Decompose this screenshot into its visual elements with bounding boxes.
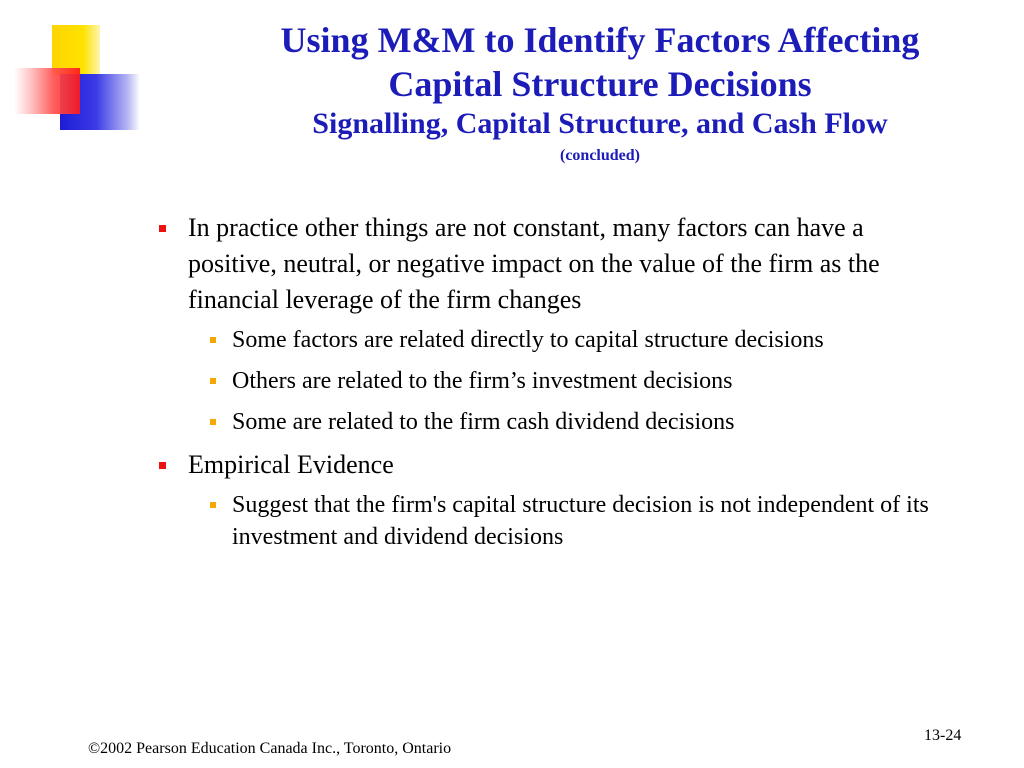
sub-bullet-text: Others are related to the firm’s investment decisions [232, 368, 733, 394]
slide-title-line-2: Capital Structure Decisions [388, 64, 812, 104]
sub-bullet-text: Suggest that the firm's capital structure decision is not independent of its investment and dividend decisions [232, 492, 929, 550]
sub-bullet-text: Some factors are related directly to capital structure decisions [232, 327, 824, 353]
orange-square-bullet-icon [210, 337, 216, 343]
bullet-item [150, 210, 950, 318]
slide-body [150, 210, 950, 562]
decorative-logo-blocks [0, 0, 150, 140]
orange-square-bullet-icon [210, 419, 216, 425]
bullet-item [150, 447, 950, 483]
sub-bullet-item [150, 365, 950, 397]
copyright-footer: ©2002 Pearson Education Canada Inc., Toronto, Ontario [88, 740, 452, 757]
concluded-note: (concluded) [560, 147, 640, 164]
bullet-text: Empirical Evidence [188, 450, 394, 479]
slide-title-block [205, 18, 995, 166]
red-square-bullet-icon [159, 462, 166, 469]
sub-bullet-item [150, 324, 950, 356]
slide-title-line-1: Using M&M to Identify Factors Affecting [280, 20, 920, 60]
sub-bullet-item [150, 489, 950, 553]
orange-square-bullet-icon [210, 502, 216, 508]
bullet-text: In practice other things are not constant, many factors can have a positive, neutral, or negative impact on the value of the firm as the financial leverage of the firm changes [188, 213, 880, 314]
red-square-bullet-icon [159, 225, 166, 232]
red-square-decoration [14, 68, 80, 114]
page-number: 13-24 [924, 727, 962, 744]
orange-square-bullet-icon [210, 378, 216, 384]
sub-bullet-text: Some are related to the firm cash dividend decisions [232, 409, 735, 435]
sub-bullet-item [150, 406, 950, 438]
slide-subtitle: Signalling, Capital Structure, and Cash Flow [312, 107, 888, 140]
